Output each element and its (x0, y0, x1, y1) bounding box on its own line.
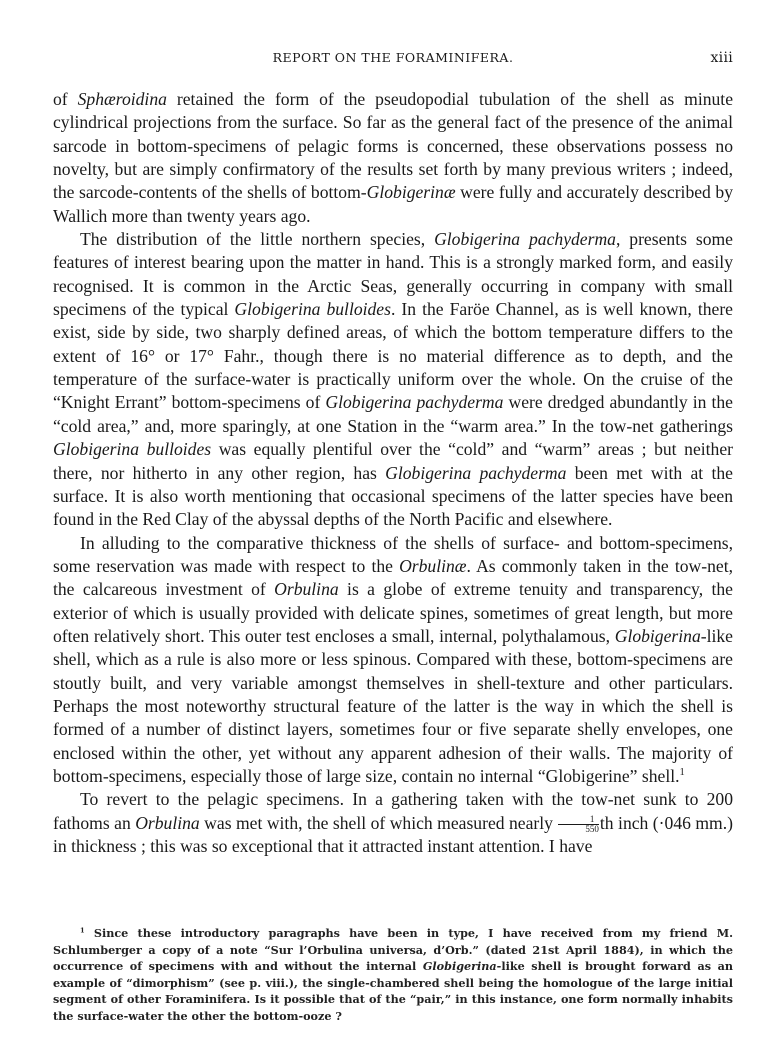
italic-term: Globigerina (614, 625, 701, 646)
footnote: $^1$ Since these introductory paragraphs have been in type, I have received from my friend M. Schlumberger a copy of a note “Sur l’Orbulina universa, d’Orb.” (dated 21st April 1884), in which the occurrence of specimens with and without the internal Globigerina-like shell is brought forward as an example of “dimorphism” (see p. viii.), the single-chambered shell being the homologue of the large initial segment of other Foraminifera. Is it possible that of the “pair,” in this instance, one form normally inhabits the surface-water the other the bottom-ooze ? (53, 926, 733, 1023)
italic-term: Globigerina pachyderma (385, 462, 567, 483)
paragraph: In alluding to the comparative thickness of the shells of surface- and bottom-specimens, some reservation was made with respect to the Orbulinæ. As commonly taken in the tow-net, the calcareous investment of Orbulina is a globe of extreme tenuity and transparency, the exterior of which is usually provided with delicate spines, sometimes of great length, but more often relatively short. This outer test encloses a small, internal, polythalamous, Globigerina-like shell, which as a rule is also more or less spinous. Compared with these, bottom-specimens are stoutly built, and very variable amongst themselves in shell-texture and other particulars. Perhaps the most noteworthy structural feature of the latter is the way in which the shell is formed of a number of distinct layers, sometimes four or five separate shelly envelopes, one enclosed within the other, yet without any apparent adhesion of their walls. The majority of bottom-specimens, especially those of large size, contain no internal “Globigerine” shell.$^1$ (53, 532, 733, 786)
italic-term: Globigerinæ (366, 182, 456, 203)
page-number: xiii (710, 50, 733, 66)
italic-term: Globigerina (422, 959, 497, 974)
running-head (53, 50, 733, 72)
italic-term: Orbulinæ (399, 555, 467, 576)
italic-term: Orbulina (274, 579, 339, 600)
fraction: $\frac{1}{550}$ (558, 815, 599, 834)
paragraph: of Sphæroidina retained the form of the pseudopodial tubulation of the shell as minute cylindrical projections from the surface. So far as the general fact of the presence of the animal sarcode in bottom-specimens of pelagic forms is concerned, these observations possess no novelty, but are simply confirmatory of the results set forth by many previous writers ; indeed, the sarcode-contents of the shells of bottom-Globigerinæ were fully and accurately described by Wallich more than twenty years ago. (53, 89, 734, 226)
footnote-marker: 1 (679, 767, 685, 779)
italic-term: Globigerina pachyderma (434, 229, 616, 250)
footnote-marker: 1 (80, 926, 85, 935)
paragraph: The distribution of the little northern species, Globigerina pachyderma, presents some features of interest bearing upon the matter in hand. This is a strongly marked form, and easily recognised. It is common in the Arctic Seas, generally occurring in company with small specimens of the typical Globigerina bulloides. In the Faröe Channel, as is well known, there exist, side by side, two sharply defined areas, of which the bottom temperature differs to the extent of 16° or 17° Fahr., though there is no material difference as to depth, and the temperature of the surface-water is practically uniform over the whole. On the cruise of the “Knight Errant” bottom-specimens of Globigerina pachyderma were dredged abundantly in the “cold area,” and, more sparingly, at one Station in the “warm area.” In the tow-net gatherings Globigerina bulloides was equally plentiful over the “cold” and “warm” areas ; but neither there, nor hitherto in any other region, has Globigerina pachyderma been met with at the surface. It is also worth mentioning that occasional specimens of the latter species have been found in the Red Clay of the abyssal depths of the North Pacific and elsewhere. (53, 229, 733, 530)
italic-term: Globigerina pachyderma (325, 392, 504, 413)
italic-term: Orbulina (135, 812, 200, 833)
italic-term: Globigerina bulloides (234, 299, 391, 320)
italic-term: Globigerina bulloides (53, 439, 212, 460)
running-title: REPORT ON THE FORAMINIFERA. (272, 50, 514, 65)
footnotes (53, 925, 733, 1025)
paragraph: To revert to the pelagic specimens. In a gathering taken with the tow-net sunk to 200 fathoms an Orbulina was met with, the shell of which measured nearly $\frac{1}{550}$ th inch (·046 mm.) in thickness ; this was so exceptional that it attracted instant attention. I have (53, 789, 733, 856)
italic-term: Sphæroidina (77, 89, 167, 109)
body-text (53, 88, 733, 858)
